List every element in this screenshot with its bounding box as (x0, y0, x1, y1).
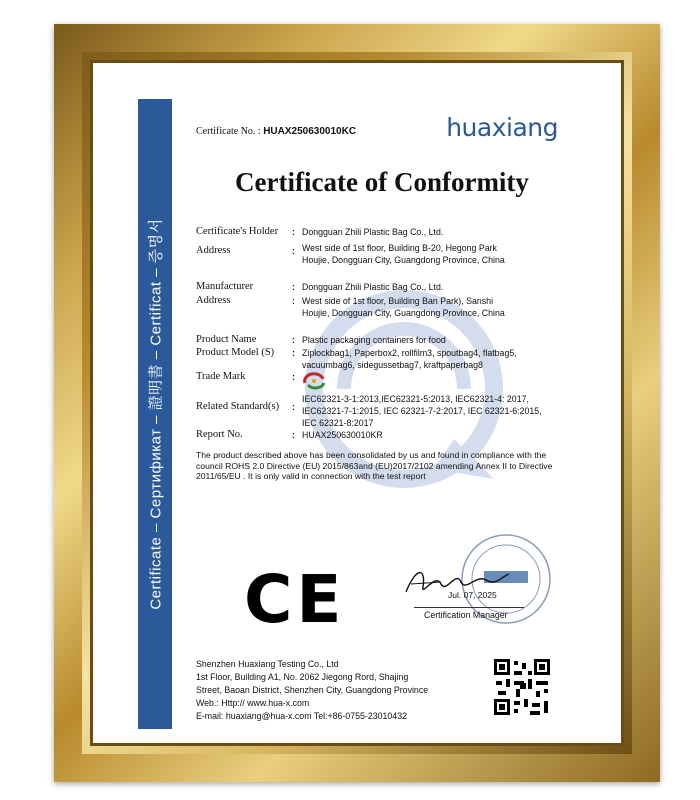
ce-mark: CE (244, 561, 346, 638)
field-colon: : (292, 246, 295, 256)
signature-title: Certification Manager (424, 610, 508, 620)
certificate-number-label: Certificate No. : (196, 126, 261, 137)
certificate-number-value: HUAX250630010KC (263, 126, 357, 137)
field-label: Related Standard(s) (196, 401, 280, 412)
field-value-line: West side of 1st floor, Building Ban Park), Sanshi (302, 296, 494, 306)
certificate-sidebar (138, 99, 172, 729)
field-colon: : (292, 348, 295, 358)
field-value-line: Plastic packaging containers for food (302, 335, 446, 345)
certificate-number (196, 126, 356, 137)
field-label: Manufacturer (196, 281, 254, 292)
field-colon: : (292, 335, 295, 345)
field-colon: : (292, 372, 295, 382)
field-colon: : (292, 402, 295, 412)
field-label: Address (196, 295, 231, 306)
signature-date: Jul. 07, 2025 (448, 590, 497, 600)
issuer-web: Web.: Http:// www.hua-x.com (196, 698, 310, 708)
field-label: Product Model (S) (196, 347, 275, 358)
page-title: Certificate of Conformity (235, 167, 529, 197)
field-value-line: Dongguan Zhili Plastic Bag Co., Ltd. (302, 282, 444, 292)
trade-mark-logo-icon (302, 371, 328, 391)
qr-code-icon[interactable] (492, 657, 552, 717)
sidebar-text: Certificate – Сертификат – 證明書 – Certificat – 증명서 (147, 218, 165, 610)
issuer-email-tel: E-mail: huaxiang@hua-x.com Tel:+86-0755-23010432 (196, 711, 407, 721)
compliance-statement: The product described above has been consolidated by us and found in compliance with the council ROHS 2.0 Directive (EU) 2015/863and (EU)2017/2102 amending Annex II to Directive 2011/65/EU . It is only valid in connection with the test report (196, 450, 553, 481)
field-value-line: HUAX250630010KR (302, 430, 383, 440)
issuer-block (196, 658, 428, 723)
field-colon: : (292, 227, 295, 237)
field-value (302, 429, 552, 441)
field-colon: : (292, 282, 295, 292)
field-label: Certificate's Holder (196, 226, 279, 237)
field-value-line: IEC62321-7-1:2015, IEC 62321-7-2:2017, IEC 62321-6:2015, (302, 406, 542, 416)
field-label: Address (196, 245, 231, 256)
certificate-paper (138, 99, 568, 729)
field-label: Trade Mark (196, 371, 246, 382)
field-value-line: West side of 1st floor, Building B-20, Hegong Park (302, 243, 497, 253)
certificate-content (196, 99, 568, 729)
issuer-address-line: Street, Baoan District, Shenzhen City, Guangdong Province (196, 685, 429, 695)
field-value-line: Dongguan Zhili Plastic Bag Co., Ltd. (302, 227, 444, 237)
field-value (302, 226, 552, 238)
issuer-address-line: 1st Floor, Building A1, No. 2062 Jiegong Rord, Shajing (196, 672, 409, 682)
field-value-line: Houjie, Dongguan City, Guangdong Province, China (302, 255, 505, 265)
field-label: Product Name (196, 334, 257, 345)
issuer-name: Shenzhen Huaxiang Testing Co., Ltd (196, 659, 339, 669)
field-value (302, 242, 552, 266)
field-value (302, 334, 552, 346)
field-label: Report No. (196, 429, 243, 440)
field-value-line: IEC 62321-8:2017 (302, 418, 374, 428)
signature-line (414, 607, 524, 608)
field-value (302, 281, 552, 293)
field-value-line: Houjie, Dongguan City, Guangdong Province, China (302, 308, 505, 318)
field-value (302, 371, 552, 394)
field-value (302, 393, 552, 429)
field-value (302, 295, 552, 319)
field-colon: : (292, 430, 295, 440)
field-value-line: vacuumbag6, sidegussetbag7, kraftpaperbag8 (302, 360, 483, 370)
field-colon: : (292, 296, 295, 306)
field-value-line: Ziplockbag1, Paperbox2, rollfilm3, spoutbag4, flatbag5, (302, 348, 517, 358)
field-value-line: IEC62321-3-1:2013,IEC62321-5:2013, IEC62321-4: 2017, (302, 394, 529, 404)
huaxiang-logo: huaxiang (446, 113, 558, 142)
field-value (302, 347, 552, 371)
